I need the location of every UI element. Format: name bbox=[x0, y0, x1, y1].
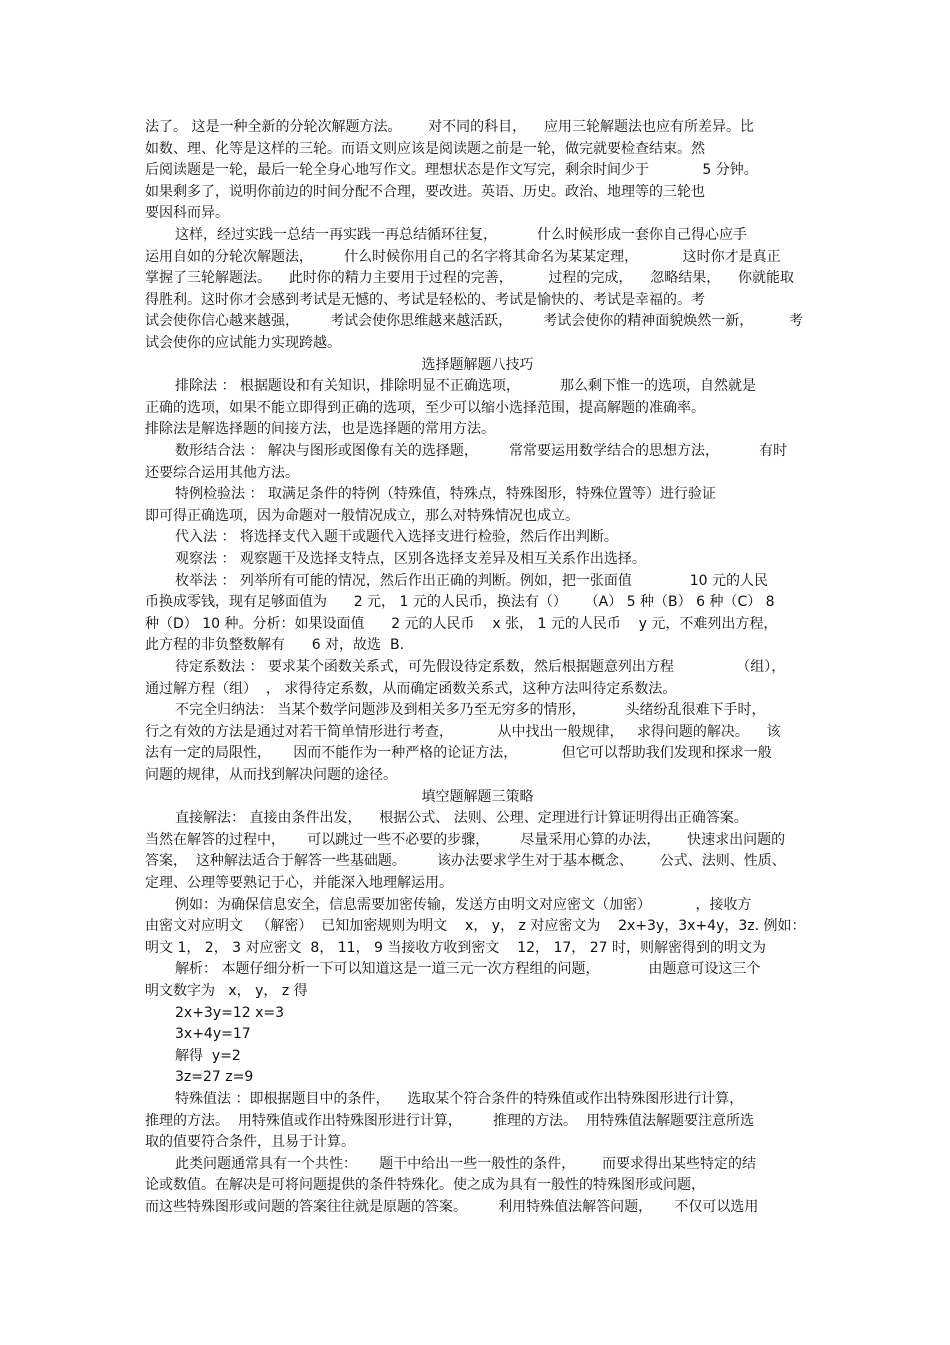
text-line: 后阅读题是一轮，最后一轮全身心地写作文。理想状态是作文写完，剩余时间少于 5 分钟。 bbox=[145, 162, 758, 178]
text-line: 论或数值。在解决是可将问题提供的条件特殊化。使之成为具有一般性的特殊图形或问题， bbox=[145, 1177, 705, 1193]
text-line: 而这些特殊图形或问题的答案往往就是原题的答案。 利用特殊值法解答问题， 不仅可以选用 bbox=[145, 1199, 759, 1215]
text-line: 不完全归纳法： 当某个数学问题涉及到相关多乃至无穷多的情形， 头绪纷乱很难下手时， bbox=[175, 702, 766, 718]
text-line: 排除法 ： 根据题设和有关知识，排除明显不正确选项， 那么剩下惟一的选项，自然就是 bbox=[175, 378, 756, 394]
text-line: 要因科而异。 bbox=[145, 205, 229, 221]
text-line: 币换成零钱，现有足够面值为 2 元， 1 元的人民币，换法有（） （A） 5 种（B） 6 种（C） 8 bbox=[145, 594, 775, 610]
text-line: 法了。 这是一种全新的分轮次解题方法。 对不同的科目， 应用三轮解题法也应有所差异。比 bbox=[145, 119, 754, 135]
text-line: 枚举法 ： 列举所有可能的情况，然后作出正确的判断。例如，把一张面值 10 元的人民 bbox=[175, 573, 769, 589]
text-line: 问题的规律，从而找到解决问题的途径。 bbox=[145, 767, 397, 783]
text-line: 试会使你信心越来越强， 考试会使你思维越来越活跃， 考试会使你的精神面貌焕然一新， 考 bbox=[145, 313, 803, 329]
text-line: 定理、公理等要熟记于心，并能深入地理解运用。 bbox=[145, 875, 453, 891]
text-line: 正确的选项，如果不能立即得到正确的选项，至少可以缩小选择范围，提高解题的准确率。 bbox=[145, 400, 705, 416]
text-line: 数形结合法 ： 解决与图形或图像有关的选择题， 常常要运用数学结合的思想方法， 有时 bbox=[175, 443, 788, 459]
text-line: 行之有效的方法是通过对若干简单情形进行考查， 从中找出一般规律， 求得问题的解决。 该 bbox=[145, 724, 781, 740]
text-line: 通过解方程（组） ， 求得待定系数，从而确定函数关系式，这种方法叫待定系数法。 bbox=[145, 681, 677, 697]
text-line: 解析： 本题仔细分析一下可以知道这是一道三元一次方程组的问题， 由题意可设这三个 bbox=[175, 961, 761, 977]
text-line: 当然在解答的过程中， 可以跳过一些不必要的步骤， 尽量采用心算的办法， 快速求出问题的 bbox=[145, 832, 786, 848]
text-line: 解得 y=2 bbox=[175, 1048, 241, 1064]
text-line: 试会使你的应试能力实现跨越。 bbox=[145, 335, 341, 351]
text-line: 2x+3y=12 x=3 bbox=[175, 1005, 285, 1021]
text-line: 此类问题通常具有一个共性： 题干中给出一些一般性的条件， 而要求得出某些特定的结 bbox=[175, 1156, 756, 1172]
text-line: 3z=27 z=9 bbox=[175, 1069, 254, 1085]
text-line: 即可得正确选项，因为命题对一般情况成立，那么对特殊情况也成立。 bbox=[145, 508, 579, 524]
text-line: 特例检验法 ： 取满足条件的特例（特殊值，特殊点，特殊图形，特殊位置等）进行验证 bbox=[175, 486, 716, 502]
text-line: 法有一定的局限性， 因而不能作为一种严格的论证方法， 但它可以帮助我们发现和探求一般 bbox=[145, 745, 772, 761]
text-line: 明文 1， 2， 3 对应密文 8， 11， 9 当接收方收到密文 12， 17， 27 时，则解密得到的明文为 bbox=[145, 940, 766, 956]
text-line: 例如：为确保信息安全，信息需要加密传输，发送方由明文对应密文（加密） ，接收方 bbox=[175, 897, 752, 913]
section-heading: 填空题解题三策略 bbox=[421, 789, 534, 805]
text-line: 这样，经过实践一总结一再实践一再总结循环往复， 什么时候形成一套你自己得心应手 bbox=[175, 227, 748, 243]
text-line: 由密文对应明文 （解密） 已知加密规则为明文 x， y， z 对应密文为 2x+3y，3x+4y，3z. 例如： bbox=[145, 918, 806, 934]
text-line: 还要综合运用其他方法。 bbox=[145, 465, 299, 481]
text-line: 代入法 ： 将选择支代入题干或题代入选择支进行检验，然后作出判断。 bbox=[175, 529, 618, 545]
text-line: 种（D） 10 种。分析：如果设面值 2 元的人民币 x 张， 1 元的人民币 y 元，不难列出方程， bbox=[145, 616, 778, 632]
text-line: 待定系数法 ： 要求某个函数关系式，可先假设待定系数，然后根据题意列出方程 （组）， bbox=[175, 659, 786, 675]
section-heading: 选择题解题八技巧 bbox=[421, 357, 534, 373]
text-line: 如数、理、化等是这样的三轮。而语文则应该是阅读题之前是一轮，做完就要检查结束。然 bbox=[145, 141, 705, 157]
text-line: 此方程的非负整数解有 6 对，故选 B. bbox=[145, 637, 405, 653]
text-line: 得胜利。这时你才会感到考试是无憾的、考试是轻松的、考试是愉快的、考试是幸福的。考 bbox=[145, 292, 705, 308]
text-line: 明文数字为 x， y， z 得 bbox=[145, 983, 308, 999]
text-line: 推理的方法。 用特殊值或作出特殊图形进行计算， 推理的方法。 用特殊值法解题要注意所选 bbox=[145, 1113, 754, 1129]
text-line: 如果剩多了，说明你前边的时间分配不合理，要改进。英语、历史。政治、地理等的三轮也 bbox=[145, 184, 705, 200]
text-line: 排除法是解选择题的间接方法，也是选择题的常用方法。 bbox=[145, 421, 495, 437]
text-line: 取的值要符合条件，且易于计算。 bbox=[145, 1134, 355, 1150]
text-line: 特殊值法 ：即根据题目中的条件， 选取某个符合条件的特殊值或作出特殊图形进行计算， bbox=[175, 1091, 744, 1107]
text-line: 掌握了三轮解题法。 此时你的精力主要用于过程的完善， 过程的完成， 忽略结果， 你就能取 bbox=[145, 270, 795, 286]
text-line: 直接解法： 直接由条件出发， 根据公式、 法则、公理、定理进行计算证明得出正确答案。 bbox=[175, 810, 748, 826]
text-line: 3x+4y=17 bbox=[175, 1026, 251, 1042]
text-line: 观察法 ： 观察题干及选择支特点，区别各选择支差异及相互关系作出选择。 bbox=[175, 551, 646, 567]
text-line: 答案， 这种解法适合于解答一些基础题。 该办法要求学生对于基本概念、 公式、法则、性质、 bbox=[145, 853, 786, 869]
text-line: 运用自如的分轮次解题法， 什么时候你用自己的名字将其命名为某某定理， 这时你才是真正 bbox=[145, 249, 781, 265]
